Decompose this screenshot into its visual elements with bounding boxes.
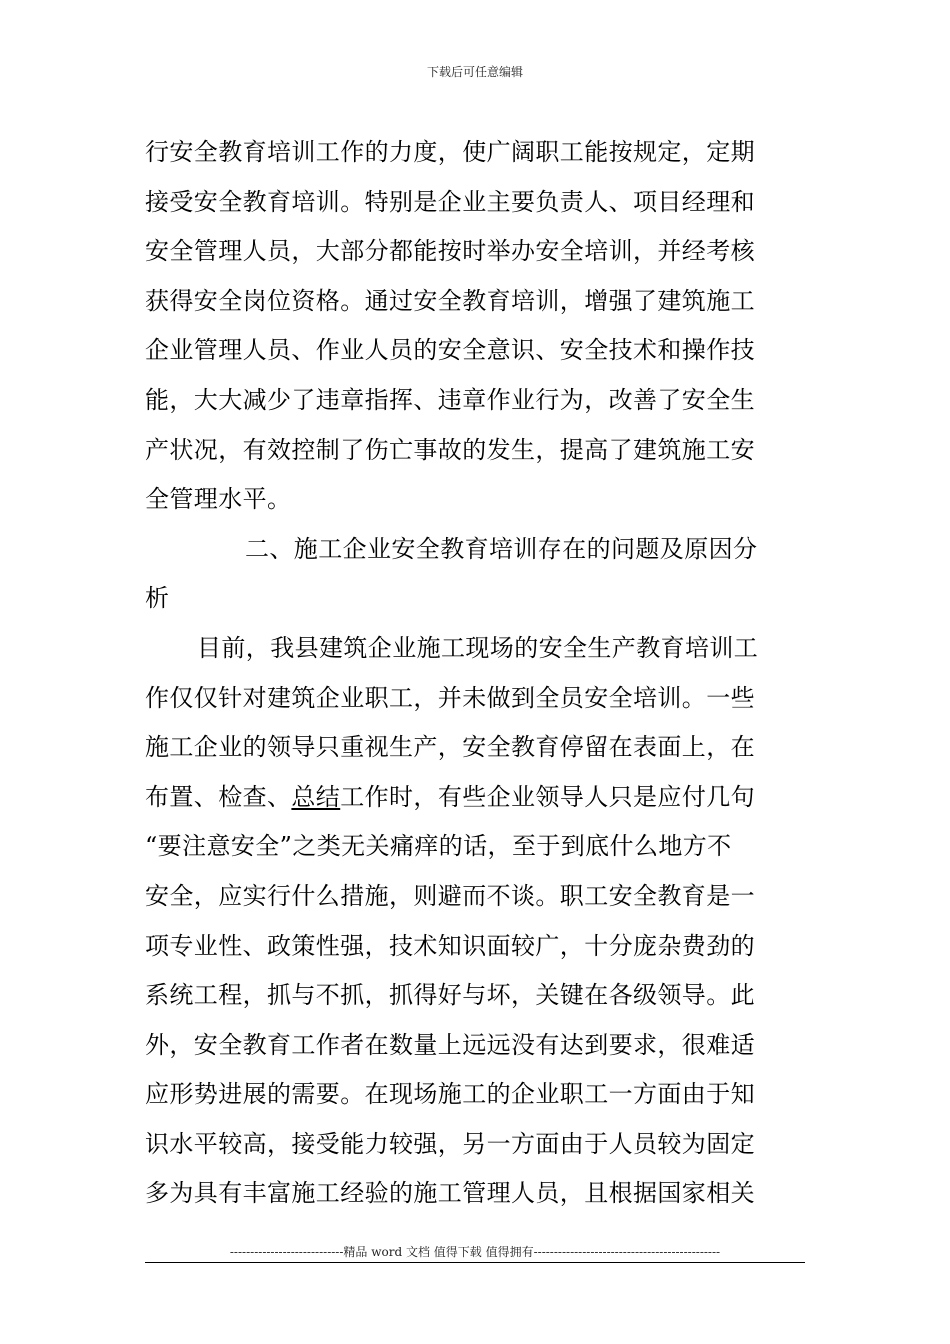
paragraph-2-line: 外，安全教育工作者在数量上远远没有达到要求，很难适: [145, 1030, 755, 1059]
page-header: 下载后可任意编辑: [426, 65, 523, 79]
paragraph-2-line: 系统工程，抓与不抓，抓得好与坏，关键在各级领导。此: [145, 981, 755, 1010]
paragraph-1-line: 安全管理人员，大部分都能按时举办安全培训，并经考核: [145, 237, 755, 266]
paragraph-1-line: 企业管理人员、作业人员的安全意识、安全技术和操作技: [145, 336, 755, 365]
paragraph-1-line: 行安全教育培训工作的力度，使广阔职工能按规定，定期: [145, 138, 755, 166]
footer-divider: [145, 1262, 805, 1263]
text-span: 布置、检查、: [145, 782, 292, 811]
document-body: [145, 128, 810, 1219]
paragraph-1-line: 产状况，有效控制了伤亡事故的发生，提高了建筑施工安: [145, 435, 755, 464]
paragraph-2-line: 安全，应实行什么措施，则避而不谈。职工安全教育是一: [145, 881, 755, 910]
paragraph-2-line: [145, 773, 810, 823]
paragraph-2-line: 施工企业的领导只重视生产，安全教育停留在表面上，在: [145, 733, 755, 762]
section-heading-continuation: 析: [145, 584, 170, 613]
paragraph-2-line: 目前，我县建筑企业施工现场的安全生产教育培训工: [197, 633, 759, 662]
paragraph-1-line: 获得安全岗位资格。通过安全教育培训，增强了建筑施工: [145, 286, 755, 315]
paragraph-1-line: 能，大大减少了违章指挥、违章作业行为，改善了安全生: [145, 385, 755, 414]
paragraph-1-line: 全管理水平。: [145, 485, 292, 514]
paragraph-2-line: 作仅仅针对建筑企业职工，并未做到全员安全培训。一些: [145, 683, 755, 712]
page-footer: ----------------------------精品 word 文档 值得下载 值得拥有----------------------------------------------: [229, 1245, 721, 1259]
paragraph-2-line: 识水平较高，接受能力较强，另一方面由于人员较为固定: [145, 1129, 755, 1158]
paragraph-2-line: 应形势进展的需要。在现场施工的企业职工一方面由于知: [145, 1080, 755, 1109]
section-heading: 二、施工企业安全教育培训存在的问题及原因分: [245, 534, 758, 563]
paragraph-2-line: 多为具有丰富施工经验的施工管理人员，且根据国家相关: [145, 1179, 755, 1208]
text-span: 工作时，有些企业领导人只是应付几句: [340, 782, 756, 811]
paragraph-2-line: “要注意安全”之类无关痛痒的话，至于到底什么地方不: [145, 832, 732, 861]
paragraph-1-line: 接受安全教育培训。特别是企业主要负责人、项目经理和: [145, 187, 755, 216]
paragraph-2-line: 项专业性、政策性强，技术知识面较广，十分庞杂费劲的: [145, 931, 755, 960]
summary-link[interactable]: 总结: [291, 782, 341, 811]
